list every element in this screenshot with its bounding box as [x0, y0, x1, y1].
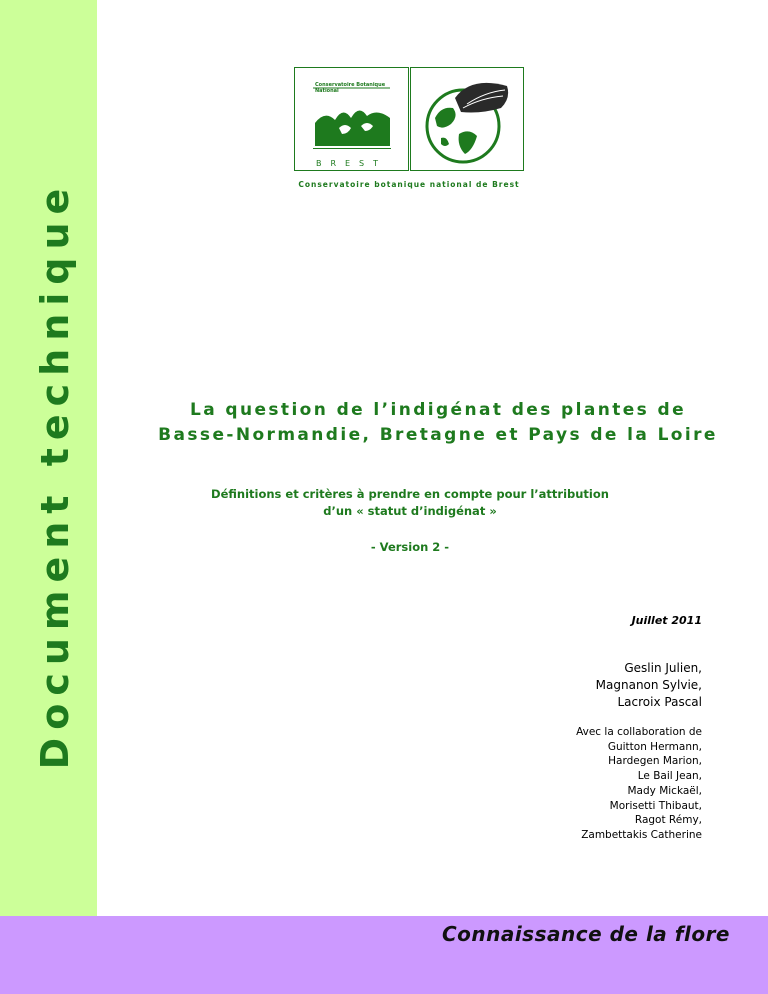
- collaborator: Guitton Hermann,: [607, 740, 702, 753]
- title-line-2: Basse-Normandie, Bretagne et Pays de la Loire: [158, 425, 718, 445]
- side-band: [0, 0, 97, 916]
- collaborators-list: [576, 725, 702, 843]
- logo-brest-label: BREST: [315, 159, 388, 168]
- document-subtitle: [150, 486, 670, 520]
- logo: [294, 67, 524, 171]
- collaboration-heading: Avec la collaboration de: [576, 726, 702, 738]
- document-type-title: Document technique: [33, 180, 77, 770]
- logo-globe: [410, 67, 524, 171]
- collaborator: Le Bail Jean,: [637, 770, 702, 783]
- publication-date: Juillet 2011: [631, 614, 702, 627]
- landscape-icon: [295, 68, 408, 170]
- logo-caption: Conservatoire botanique national de Brest: [298, 180, 520, 189]
- collaborator: Mady Mickaël,: [627, 784, 702, 797]
- author: Geslin Julien,: [624, 661, 702, 675]
- author: Lacroix Pascal: [617, 695, 702, 709]
- globe-ark-icon: [411, 68, 523, 170]
- collaborator: Ragot Rémy,: [634, 814, 702, 827]
- collection-title: Connaissance de la flore: [441, 922, 730, 946]
- author: Magnanon Sylvie,: [595, 678, 702, 692]
- subtitle-line-1: Définitions et critères à prendre en compte pour l’attribution: [211, 487, 609, 501]
- subtitle-line-2: d’un « statut d’indigénat »: [323, 504, 497, 518]
- collaborator: Hardegen Marion,: [608, 755, 702, 768]
- collaborator: Zambettakis Catherine: [581, 828, 702, 841]
- version-label: - Version 2 -: [370, 540, 450, 554]
- logo-cbn-brest: [294, 67, 409, 171]
- logo-org-name: Conservatoire Botanique National: [315, 82, 386, 94]
- document-title: [110, 398, 766, 448]
- authors-list: [596, 660, 702, 711]
- collaborator: Morisetti Thibaut,: [609, 799, 702, 812]
- title-line-1: La question de l’indigénat des plantes de: [189, 400, 687, 420]
